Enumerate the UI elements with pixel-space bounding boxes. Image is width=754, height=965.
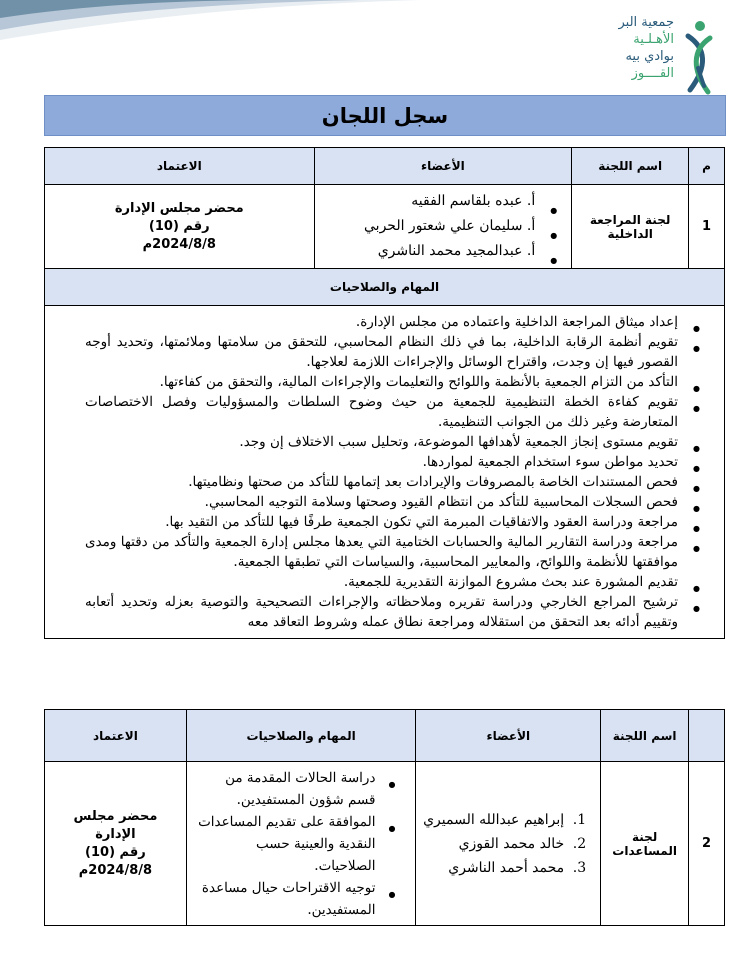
- approval-line: رقم (10): [148, 218, 210, 234]
- task-item: ● تقويم كفاءة الخطة التنظيمية للجمعية من حيث وضوح السلطات والمسؤوليات وفصل الاختصاصات المتعارضة وغير ذلك من الجوانب التنظيمية.: [85, 392, 678, 432]
- member-item: [422, 808, 586, 832]
- row-num: 1: [689, 185, 725, 269]
- task-item: ● تحديد مواطن سوء استخدام الجمعية لمواردها.: [85, 452, 678, 472]
- task-item: ● فحص السجلات المحاسبية للتأكد من انتظام القيود وصحتها وسلامة التوجيه المحاسبي.: [85, 492, 678, 512]
- page-title-bar: [44, 95, 726, 136]
- table-row: [45, 185, 725, 269]
- members-cell: [416, 762, 601, 926]
- member-name: محمد أحمد الناشري: [448, 859, 565, 876]
- tasks-header-row: [45, 269, 725, 306]
- logo-line: الأهـلـية: [633, 32, 674, 47]
- committee-name-line: المساعدات: [612, 843, 677, 858]
- tasks-row: [45, 306, 725, 639]
- member-number: 3.: [572, 859, 587, 876]
- task-item: ● فحص المستندات الخاصة بالمصروفات والإيرادات بعد إتمامها للتأكد من صحتها ونظاميتها.: [85, 472, 678, 492]
- committee-table-2: [44, 709, 725, 926]
- table-row: [45, 762, 725, 926]
- table-header-row: [45, 710, 725, 762]
- members-cell: [314, 185, 572, 269]
- logo-line: بوادي بيه: [625, 49, 674, 64]
- logo-mark-icon: [678, 18, 718, 98]
- member-name: خالد محمد القوزي: [458, 835, 565, 852]
- header-approval: الاعتماد: [45, 148, 315, 185]
- organization-logo: [608, 14, 718, 98]
- header-members: الأعضاء: [416, 710, 601, 762]
- task-item: ● مراجعة ودراسة العقود والاتفاقيات المبرمة التي تكون الجمعية طرفًا فيها للتأكد من التقيد بها.: [85, 512, 678, 532]
- task-item: ● تقديم المشورة عند بحث مشروع الموازنة التقديرية للجمعية.: [85, 572, 678, 592]
- member-number: 2.: [572, 835, 587, 852]
- member-item: [422, 832, 586, 856]
- approval-line: رقم (10): [85, 844, 146, 860]
- header-approval: الاعتماد: [45, 710, 187, 762]
- approval-cell: [45, 762, 187, 926]
- task-item: ● ترشيح المراجع الخارجي ودراسة تقريره وملاحظاته والإجراءات التصحيحية والتوصية بعزله وتحديد أتعابه وتقييم أدائه بعد التحقق من استقلاله ومراجعة نطاق عمله وشروط التعاقد معه: [85, 592, 678, 632]
- header-members: الأعضاء: [314, 148, 572, 185]
- member-item: [422, 856, 586, 880]
- tasks-cell: [186, 762, 416, 926]
- tasks-cell: [45, 306, 725, 639]
- row-num: 2: [689, 762, 725, 926]
- header-committee: اسم اللجنة: [572, 148, 689, 185]
- task-item: ● التأكد من التزام الجمعية بالأنظمة واللوائح والتعليمات والإجراءات المالية، والتحقق من كفاءتها.: [85, 372, 678, 392]
- table-header-row: [45, 148, 725, 185]
- member-item: ● أ. عبدالمجيد محمد الناشري: [323, 239, 536, 264]
- member-name: إبراهيم عبدالله السميري: [423, 811, 565, 828]
- member-item: ● أ. عبده بلقاسم الفقيه: [323, 189, 536, 214]
- logo-text: [618, 14, 674, 82]
- member-number: 1.: [572, 811, 587, 828]
- tasks-header: المهام والصلاحيات: [45, 269, 725, 306]
- header-committee: اسم اللجنة: [601, 710, 689, 762]
- task-item: ● إعداد ميثاق المراجعة الداخلية واعتماده من مجلس الإدارة.: [85, 312, 678, 332]
- header-num-empty: [689, 710, 725, 762]
- member-item: ● أ. سليمان علي شعتور الحربي: [323, 214, 536, 239]
- task-item: ● تقويم أنظمة الرقابة الداخلية، بما في ذلك النظام المحاسبي، للتحقق من سلامتها وملائمتها، وتحديد أوجه القصور فيها إن وجدت، واقتراح الوسائل والإجراءات اللازمة لعلاجها.: [85, 332, 678, 372]
- approval-cell: [45, 185, 315, 269]
- approval-line: 2024/8/8م: [78, 862, 153, 878]
- committee-name-line: لجنة: [631, 829, 658, 844]
- approval-line: محضر مجلس: [73, 808, 158, 824]
- task-item: ● توجيه الاقتراحات حيال مساعدة المستفيدين.: [195, 877, 376, 921]
- header-num: م: [689, 148, 725, 185]
- logo-line: القــــوز: [631, 66, 674, 81]
- task-item: ● دراسة الحالات المقدمة من قسم شؤون المستفيدين.: [195, 767, 376, 811]
- approval-line: محضر مجلس الإدارة: [114, 200, 244, 216]
- page-title: سجل اللجان: [321, 103, 449, 128]
- approval-line: الإدارة: [95, 826, 136, 842]
- committee-table-1: [44, 147, 725, 639]
- task-item: ● مراجعة ودراسة التقارير المالية والحسابات الختامية التي يعدها مجلس إدارة الجمعية والتأكد من دقتها ومدى موافقتها للأنظمة واللوائح، والمعايير المحاسبية، والسياسات التي تطبقها الجمعية.: [85, 532, 678, 572]
- task-item: ● تقويم مستوى إنجاز الجمعية لأهدافها الموضوعة، وتحليل سبب الاختلاف إن وجد.: [85, 432, 678, 452]
- logo-line: جمعية البر: [618, 15, 674, 30]
- committee-name: لجنة المراجعة الداخلية: [572, 185, 689, 269]
- header-tasks: المهام والصلاحيات: [186, 710, 416, 762]
- approval-line: 2024/8/8م: [142, 236, 216, 252]
- committee-name: [601, 762, 689, 926]
- task-item: ● الموافقة على تقديم المساعدات النقدية والعينية حسب الصلاحيات.: [195, 811, 376, 877]
